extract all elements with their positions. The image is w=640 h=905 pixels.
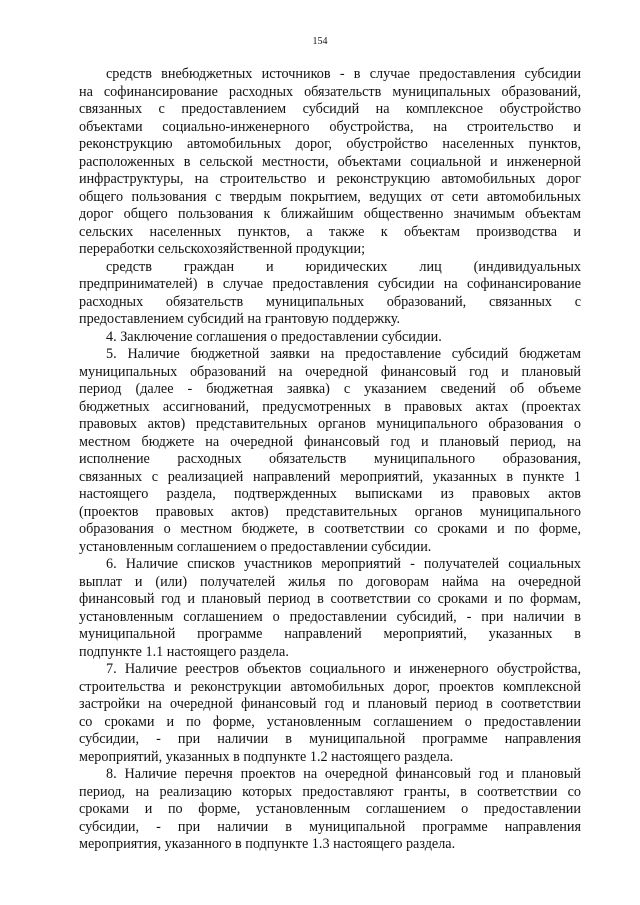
text-line: 4. Заключение соглашения о предоставлении субсидии. <box>106 328 442 345</box>
paragraph-sources-of-funds <box>79 66 581 259</box>
text-line: субсидии, - при наличии в муниципальной программе направления <box>79 818 581 835</box>
text-line: средств граждан и юридических лиц (индивидуальных <box>106 258 581 275</box>
text-line: финансовый год и плановый период в соответствии со сроками и по формам, <box>79 591 581 607</box>
text-line: подпункте 1.1 настоящего раздела. <box>79 643 289 660</box>
text-line: застройки на очередной финансовый год и плановый период в соответствии <box>79 696 581 712</box>
text-line: установленным соглашением о предоставлении субсидии. <box>79 538 432 555</box>
text-line: муниципальной программе направлений мероприятий, указанных в <box>79 626 581 642</box>
text-line: общего пользования с твердым покрытием, ведущих от сети автомобильных <box>79 188 581 205</box>
text-line: образования о местном бюджете, в соответствии со сроками и по форме, <box>79 521 581 537</box>
text-line: реконструкцию автомобильных дорог, обустройство населенных пунктов, <box>79 136 581 152</box>
paragraph-item-4 <box>79 329 581 347</box>
text-line: расположенных в сельской местности, объектами социальной и инженерной <box>79 153 581 170</box>
paragraph-item-6 <box>79 556 581 661</box>
text-line: предоставлением субсидий на грантовую поддержку. <box>79 311 401 327</box>
text-line: субсидии, - при наличии в муниципальной программе направления <box>79 731 581 747</box>
text-line: установленным соглашением о предоставлении субсидий, - при наличии в <box>79 608 581 625</box>
text-line: инфраструктуры, на строительство и реконструкцию автомобильных дорог <box>79 171 581 187</box>
text-line: связанных с предоставлением субсидий на комплексное обустройство <box>79 101 581 117</box>
text-line: период, на реализацию которых предоставляют гранты, в соответствии со <box>79 783 581 800</box>
text-line: муниципальных образований на очередной финансовый год и плановый <box>79 363 581 380</box>
text-line: 5. Наличие бюджетной заявки на предоставление субсидий бюджетам <box>106 346 581 362</box>
text-line: сроками и по форме, установленным соглашением о предоставлении <box>79 801 581 817</box>
text-line: правовых актов) представительных органов муниципального образования о <box>79 416 581 432</box>
text-line: со сроками и по форме, установленным соглашением о предоставлении <box>79 713 581 730</box>
paragraph-item-5 <box>79 346 581 556</box>
text-line: период (далее - бюджетная заявка) с указанием сведений об объеме <box>79 381 581 397</box>
text-line: 6. Наличие списков участников мероприятий - получателей социальных <box>106 556 581 572</box>
text-line: мероприятий, указанных в подпункте 1.2 настоящего раздела. <box>79 748 454 765</box>
text-line: исполнение расходных обязательств муниципального образования, <box>79 451 581 467</box>
text-line: 8. Наличие перечня проектов на очередной финансовый год и плановый <box>106 766 581 782</box>
text-line: на софинансирование расходных обязательств муниципальных образований, <box>79 83 581 100</box>
text-line: предпринимателей) в случае предоставления субсидии на софинансирование <box>79 276 581 292</box>
text-line: настоящего раздела, подтвержденных выписками из правовых актов <box>79 486 581 502</box>
text-line: бюджетных ассигнований, предусмотренных в правовых актах (проектах <box>79 398 581 415</box>
text-line: объектами социально-инженерного обустройства, на строительство и <box>79 118 581 135</box>
text-line: сельских населенных пунктов, а также к объектам производства и <box>79 223 581 240</box>
paragraph-item-8 <box>79 766 581 854</box>
text-line: (проектов правовых актов) представительных органов муниципального <box>79 503 581 520</box>
text-line: выплат и (или) получателей жилья по договорам найма на очередной <box>79 573 581 590</box>
text-line: дорог общего пользования к ближайшим общественно значимым объектам <box>79 206 581 222</box>
paragraph-item-7 <box>79 661 581 766</box>
paragraph-citizen-funds <box>79 259 581 329</box>
text-line: переработки сельскохозяйственной продукции; <box>79 241 366 257</box>
text-line: средств внебюджетных источников - в случае предоставления субсидии <box>106 66 581 82</box>
text-line: строительства и реконструкции автомобильных дорог, проектов комплексной <box>79 678 581 695</box>
page-number: 154 <box>312 36 328 47</box>
text-line: 7. Наличие реестров объектов социального и инженерного обустройства, <box>106 661 581 677</box>
text-line: местном бюджете на очередной финансовый год и плановый период, на <box>79 433 581 450</box>
text-line: связанных с реализацией направлений мероприятий, указанных в пункте 1 <box>79 468 581 485</box>
document-body <box>79 66 581 854</box>
text-line: мероприятия, указанного в подпункте 1.3 настоящего раздела. <box>79 836 456 852</box>
text-line: расходных обязательств муниципальных образований, связанных с <box>79 293 581 310</box>
